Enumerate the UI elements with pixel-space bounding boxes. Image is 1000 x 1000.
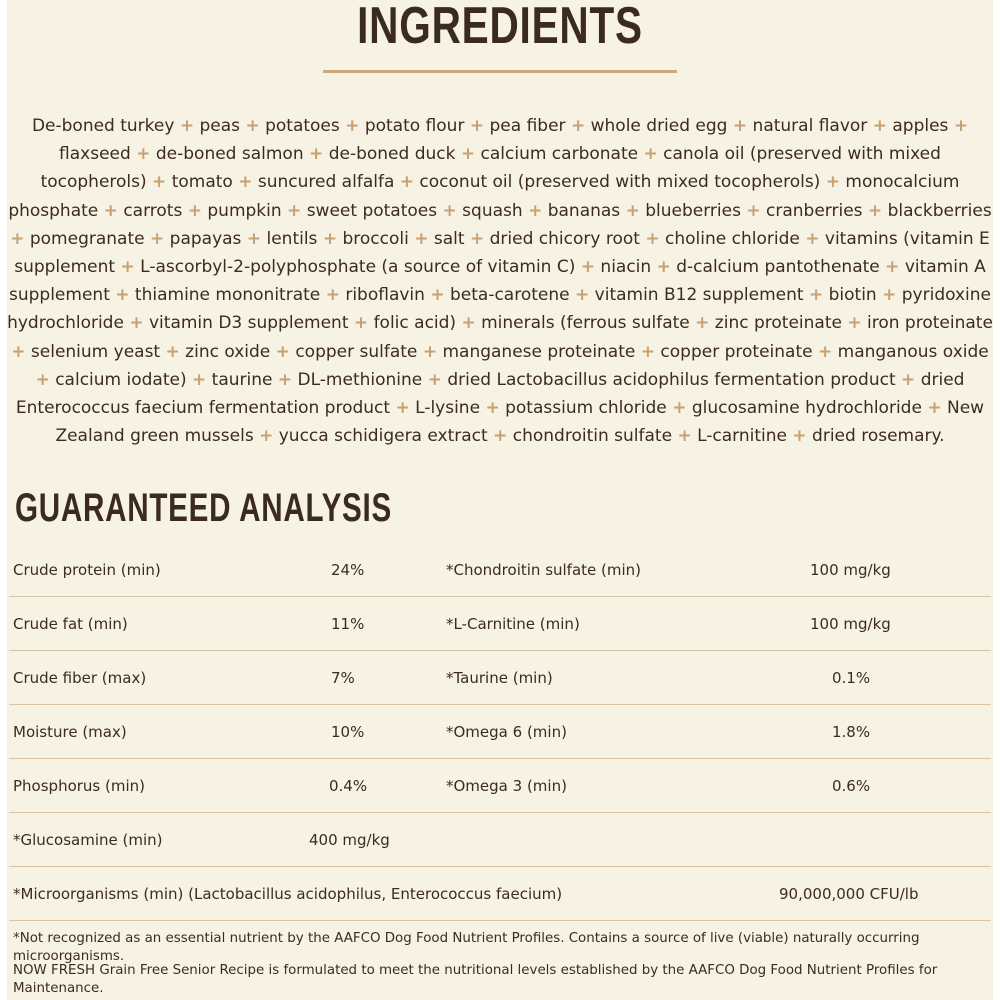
ingredient-item: flaxseed — [59, 144, 131, 165]
nutrient-label: *L-Carnitine (min) — [446, 615, 580, 633]
ingredient-item: thiamine mononitrate — [134, 285, 321, 306]
ingredient-item: L-carnitine — [697, 426, 787, 447]
plus-separator-icon: + — [430, 285, 445, 306]
ingredient-item: natural flavor — [752, 116, 868, 136]
plus-separator-icon: + — [732, 116, 748, 136]
plus-separator-icon: + — [150, 228, 165, 249]
plus-separator-icon: + — [414, 228, 429, 249]
nutrient-label: Crude fat (min) — [13, 615, 128, 633]
plus-separator-icon: + — [643, 144, 658, 165]
nutrient-value: 400 mg/kg — [309, 831, 390, 849]
ingredient-item: folic acid) — [373, 313, 457, 334]
plus-separator-icon: + — [528, 200, 543, 221]
plus-separator-icon: + — [399, 172, 415, 193]
ingredient-item: apples — [892, 116, 949, 136]
nutrient-label: *Glucosamine (min) — [13, 831, 163, 849]
ingredient-item: carrots — [123, 200, 183, 221]
product-info-panel — [7, 0, 993, 1000]
ingredient-item: vitamin B12 supplement — [594, 285, 804, 306]
footnote-aafco-statement: NOW FRESH Grain Free Senior Recipe is formulated to meet the nutritional levels established by the AAFCO Dog Food Nutrient Profiles for Maintenance. — [13, 963, 938, 996]
plus-separator-icon: + — [872, 116, 887, 136]
plus-separator-icon: + — [325, 285, 340, 306]
ingredient-item: blackberries — [887, 200, 992, 221]
nutrient-label: Phosphorus (min) — [13, 777, 145, 795]
ingredient-item: choline chloride — [665, 228, 800, 249]
plus-separator-icon: + — [645, 228, 660, 249]
ingredient-item: whole dried egg — [590, 116, 728, 136]
ingredient-item: blueberries — [645, 200, 741, 221]
plus-separator-icon: + — [695, 313, 710, 334]
ingredient-item: monocalcium phosphate — [8, 172, 960, 221]
plus-separator-icon: + — [469, 228, 485, 249]
ingredient-item: iron proteinate — [867, 313, 993, 334]
plus-separator-icon: + — [187, 200, 202, 221]
guaranteed-analysis-table — [9, 543, 991, 921]
plus-separator-icon: + — [11, 341, 26, 362]
plus-separator-icon: + — [287, 200, 302, 221]
plus-separator-icon: + — [277, 369, 293, 390]
plus-separator-icon: + — [309, 144, 324, 165]
ingredient-item: chondroitin sulfate — [512, 426, 673, 447]
ingredient-item: vitamin D3 supplement — [149, 313, 349, 334]
plus-separator-icon: + — [461, 313, 476, 334]
plus-separator-icon: + — [901, 369, 916, 390]
plus-separator-icon: + — [817, 341, 833, 362]
plus-separator-icon: + — [808, 285, 824, 306]
ingredient-item: dried Lactobacillus acidophilus fermentation product — [447, 369, 896, 390]
plus-separator-icon: + — [275, 341, 290, 362]
ingredient-item: vitamin A supplement — [9, 257, 986, 306]
ingredient-item: zinc oxide — [185, 341, 271, 362]
ingredient-item: potatoes — [265, 116, 340, 136]
nutrient-value: 1.8% — [832, 723, 871, 741]
plus-separator-icon: + — [469, 116, 485, 136]
table-row — [9, 813, 991, 867]
ingredient-item: calcium carbonate — [480, 144, 639, 165]
plus-separator-icon: + — [427, 369, 442, 390]
plus-separator-icon: + — [129, 313, 144, 334]
plus-separator-icon: + — [345, 116, 360, 136]
plus-separator-icon: + — [442, 200, 457, 221]
ingredient-item: DL-methionine — [297, 369, 423, 390]
footnote-nutrient-profile: *Not recognized as an essential nutrient by the AAFCO Dog Food Nutrient Profiles. Contains a source of live (viable) naturally occurring microorganisms. — [13, 931, 920, 964]
ingredient-item: minerals (ferrous sulfate — [481, 313, 690, 334]
nutrient-label: *Microorganisms (min) (Lactobacillus acidophilus, Enterococcus faecium) — [13, 885, 563, 903]
ingredient-item: manganous oxide — [837, 341, 989, 362]
nutrient-label: *Omega 3 (min) — [446, 777, 567, 795]
plus-separator-icon: + — [103, 200, 118, 221]
nutrient-label: Moisture (max) — [13, 723, 127, 741]
table-row — [9, 543, 991, 597]
plus-separator-icon: + — [165, 341, 180, 362]
ingredient-item: potato flour — [364, 116, 465, 136]
plus-separator-icon: + — [460, 144, 476, 165]
ingredient-item: copper sulfate — [295, 341, 418, 362]
ingredient-item: canola oil (preserved with mixed tocopherols) — [40, 144, 941, 193]
ingredient-item: niacin — [600, 257, 652, 278]
ingredient-item: beta-carotene — [449, 285, 570, 306]
plus-separator-icon: + — [395, 398, 410, 419]
ingredient-item: L-lysine — [415, 398, 481, 419]
ingredient-item: biotin — [828, 285, 877, 306]
guaranteed-analysis-title: GUARANTEED ANALYSIS — [15, 486, 392, 530]
ingredient-item: salt — [433, 228, 465, 249]
ingredient-item: sweet potatoes — [306, 200, 438, 221]
ingredient-item: suncured alfalfa — [257, 172, 395, 193]
ingredient-item: bananas — [547, 200, 621, 221]
plus-separator-icon: + — [656, 257, 671, 278]
plus-separator-icon: + — [953, 116, 969, 136]
plus-separator-icon: + — [259, 426, 274, 447]
nutrient-label: *Taurine (min) — [446, 669, 553, 687]
nutrient-value: 0.4% — [329, 777, 368, 795]
plus-separator-icon: + — [422, 341, 438, 362]
plus-separator-icon: + — [677, 426, 692, 447]
ingredient-item: d-calcium pantothenate — [676, 257, 880, 278]
plus-separator-icon: + — [575, 285, 590, 306]
plus-separator-icon: + — [246, 228, 262, 249]
table-row — [9, 651, 991, 705]
plus-separator-icon: + — [120, 257, 135, 278]
plus-separator-icon: + — [825, 172, 840, 193]
table-row-microorganisms — [9, 867, 991, 921]
ingredient-item: potassium chloride — [505, 398, 667, 419]
plus-separator-icon: + — [35, 369, 50, 390]
plus-separator-icon: + — [570, 116, 586, 136]
ingredient-item: riboflavin — [345, 285, 425, 306]
plus-separator-icon: + — [353, 313, 369, 334]
plus-separator-icon: + — [867, 200, 883, 221]
plus-separator-icon: + — [136, 144, 151, 165]
plus-separator-icon: + — [485, 398, 500, 419]
ingredient-item: pomegranate — [29, 228, 145, 249]
ingredient-item: glucosamine hydrochloride — [691, 398, 922, 419]
plus-separator-icon: + — [10, 228, 25, 249]
table-row — [9, 759, 991, 813]
ingredient-item: manganese proteinate — [442, 341, 636, 362]
plus-separator-icon: + — [192, 369, 207, 390]
plus-separator-icon: + — [927, 398, 942, 419]
ingredient-item: broccoli — [342, 228, 409, 249]
nutrient-label: Crude protein (min) — [13, 561, 161, 579]
ingredient-item: vitamins (vitamin E supplement — [14, 228, 990, 278]
ingredient-item: copper proteinate — [660, 341, 813, 362]
nutrient-value: 7% — [331, 669, 355, 687]
table-row — [9, 597, 991, 651]
plus-separator-icon: + — [179, 116, 195, 136]
ingredient-item: coconut oil (preserved with mixed tocopherols) — [419, 172, 821, 193]
nutrient-value: 100 mg/kg — [810, 561, 891, 579]
ingredient-item: calcium iodate) — [55, 369, 187, 390]
nutrient-value: 100 mg/kg — [810, 615, 891, 633]
ingredients-list — [7, 112, 993, 450]
ingredient-item: taurine — [211, 369, 273, 390]
plus-separator-icon: + — [885, 257, 900, 278]
plus-separator-icon: + — [493, 426, 508, 447]
table-row — [9, 705, 991, 759]
plus-separator-icon: + — [580, 257, 596, 278]
ingredient-item: de-boned duck — [328, 144, 456, 165]
ingredient-item: de-boned salmon — [155, 144, 304, 165]
plus-separator-icon: + — [152, 172, 167, 193]
nutrient-value: 10% — [331, 723, 365, 741]
plus-separator-icon: + — [746, 200, 761, 221]
ingredient-item: dried chicory root — [489, 228, 640, 249]
plus-separator-icon: + — [238, 172, 253, 193]
nutrient-value: 0.6% — [832, 777, 871, 795]
ingredient-item: dried Enterococcus faecium fermentation product — [15, 369, 965, 419]
plus-separator-icon: + — [640, 341, 656, 362]
plus-separator-icon: + — [805, 228, 820, 249]
ingredient-item: peas — [199, 116, 241, 136]
plus-separator-icon: + — [625, 200, 640, 221]
ingredient-item: tomato — [171, 172, 233, 193]
ingredient-item: pea fiber — [489, 116, 566, 136]
plus-separator-icon: + — [847, 313, 862, 334]
ingredient-item: dried rosemary. — [812, 426, 945, 447]
nutrient-value: 90,000,000 CFU/lb — [779, 885, 919, 903]
ingredient-item: selenium yeast — [30, 341, 161, 362]
nutrient-value: 0.1% — [832, 669, 871, 687]
ingredient-item: zinc proteinate — [714, 313, 842, 334]
nutrient-value: 11% — [331, 615, 365, 633]
ingredient-item: De-boned turkey — [31, 116, 175, 136]
ingredient-item: yucca schidigera extract — [278, 426, 488, 447]
nutrient-label: *Chondroitin sulfate (min) — [446, 561, 642, 579]
ingredients-title: INGREDIENTS — [357, 0, 643, 55]
ingredient-item: papayas — [169, 228, 242, 249]
ingredient-item: lentils — [266, 228, 318, 249]
plus-separator-icon: + — [322, 228, 338, 249]
ingredient-item: pumpkin — [207, 200, 282, 221]
plus-separator-icon: + — [882, 285, 897, 306]
ingredient-item: squash — [462, 200, 523, 221]
nutrient-value: 24% — [331, 561, 365, 579]
plus-separator-icon: + — [245, 116, 260, 136]
nutrient-label: *Omega 6 (min) — [446, 723, 567, 741]
plus-separator-icon: + — [792, 426, 807, 447]
ingredient-item: L-ascorbyl-2-polyphosphate (a source of vitamin C) — [140, 257, 576, 278]
plus-separator-icon: + — [115, 285, 130, 306]
nutrient-label: Crude fiber (max) — [13, 669, 147, 687]
ingredient-item: pyridoxine hydrochloride — [7, 285, 991, 334]
ingredient-item: cranberries — [766, 200, 863, 221]
plus-separator-icon: + — [672, 398, 687, 419]
title-divider — [323, 70, 677, 73]
ingredient-item: New Zealand green mussels — [55, 398, 985, 447]
